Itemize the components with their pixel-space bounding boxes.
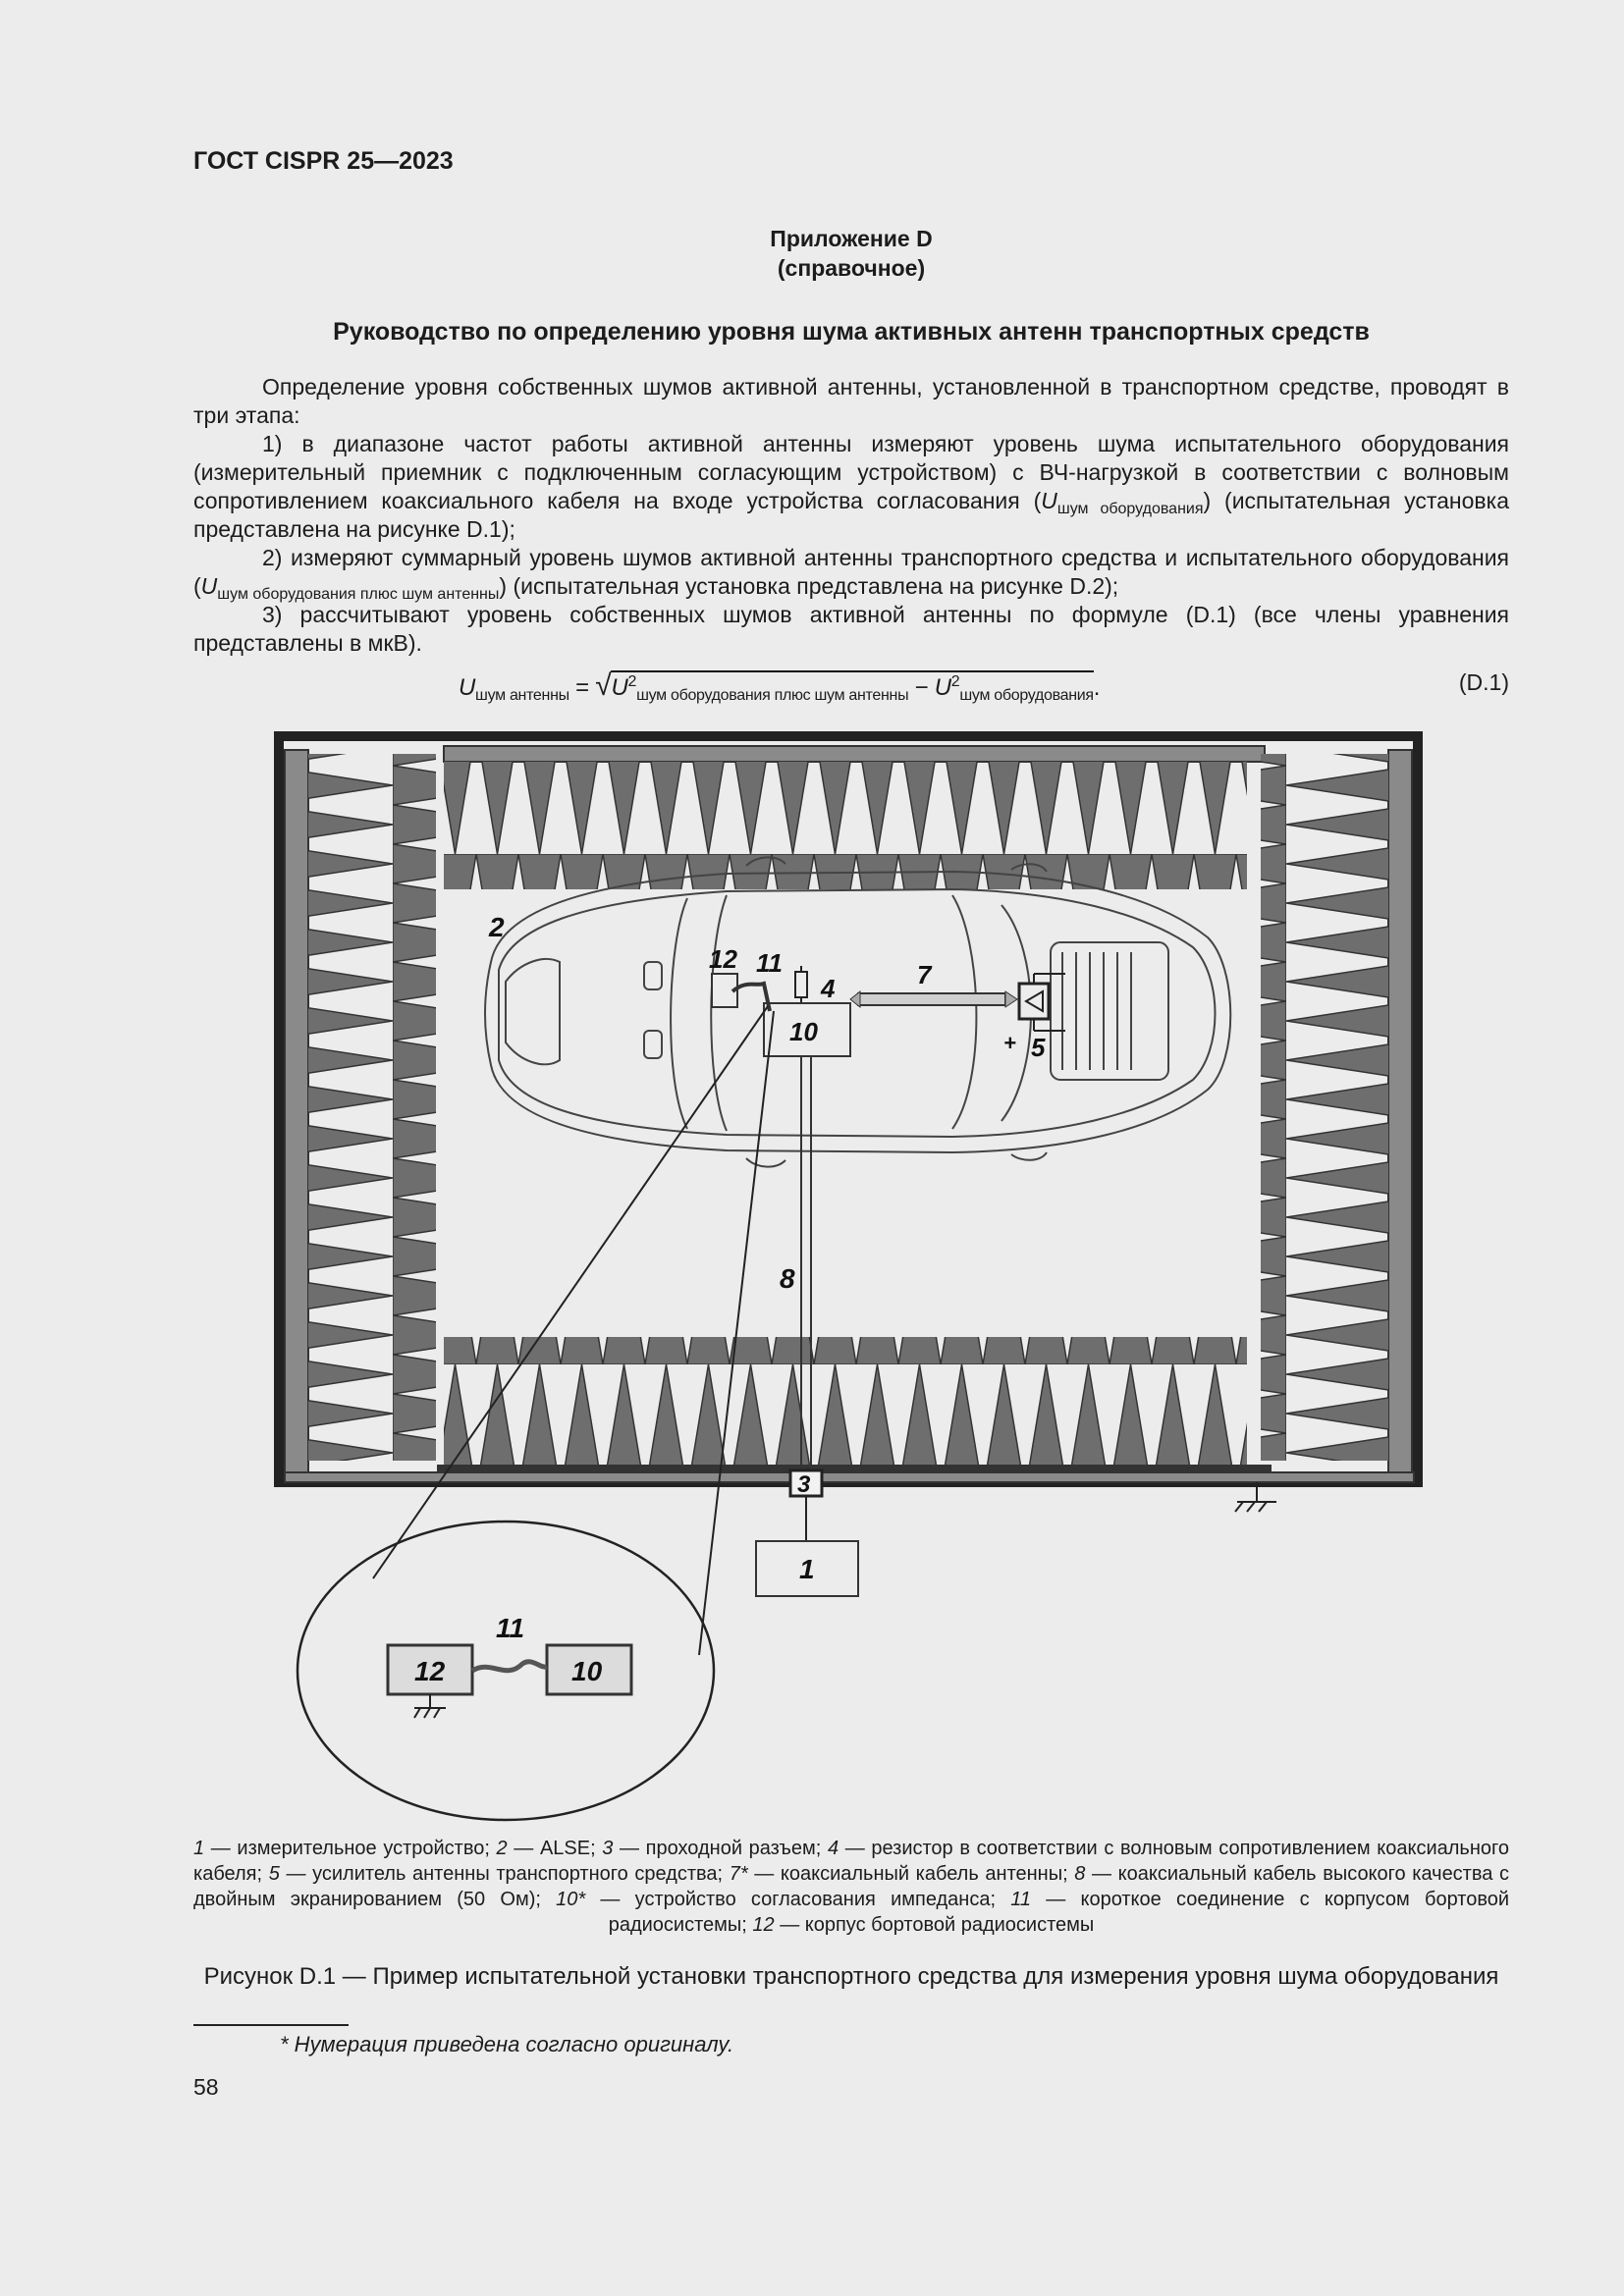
paragraph-step-2: 2) измеряют суммарный уровень шумов активной антенны транспортного средства и испытательного оборудования $(U_{шум оборудования плюс шум антенны})$ (испытательная установка представлена на рисунке D.2); (193, 545, 1509, 603)
footnote: * Нумерация приведена согласно оригиналу. (280, 2032, 734, 2056)
label-3: 3 (797, 1471, 811, 1498)
detail-label-12: 12 (414, 1656, 446, 1686)
paragraph-step-1: 1) в диапазоне частот работы активной антенны измеряют уровень шума испытательного оборудования (измерительный приемник с подключенным согласующим устройством) с ВЧ-нагрузкой в соответствии с волновым сопротивлением коаксиального кабеля на входе устройства согласования $(U_{шум оборудования})$ (испытательная установка представлена на рисунке D.1); (193, 431, 1510, 542)
formula-number: (D.1) (1458, 669, 1509, 695)
footnote-separator (193, 2024, 349, 2026)
document-code: ГОСТ CISPR 25—2023 (193, 147, 454, 175)
absorbers-right (1261, 754, 1388, 1461)
appendix-title: Приложение D (770, 226, 933, 251)
absorbers-left (308, 754, 436, 1461)
sqrt-symbol-icon: √ (595, 669, 612, 702)
figure-legend: 1 — измерительное устройство; 2 — ALSE; 3 — проходной разъем; 4 — резистор в соответствии с волновым сопротивлением коаксиального кабеля; 5 — усилитель антенны транспортного средства; 7* — коаксиальный кабель антенны; 8 — коаксиальный кабель высокого качества с двойным экранированием (50 Ом); 10* — устройство согласования импеданса; 11 — короткое соединение с корпусом бортовой радиосистемы; 12 — корпус бортовой радиосистемы (193, 1838, 1510, 1936)
absorbers-bottom (444, 1337, 1247, 1465)
figure-caption: Рисунок D.1 — Пример испытательной установки транспортного средства для измерения уровня шума оборудования (203, 1963, 1499, 1990)
label-5: 5 (1031, 1033, 1046, 1062)
label-plus: + (1003, 1031, 1016, 1055)
paragraph-step-3: 3) рассчитывают уровень собственных шумов активной антенны по формуле (D.1) (все члены уравнения представлены в мкВ). (193, 602, 1509, 656)
page-number: 58 (193, 2074, 219, 2100)
antenna-cable-7 (850, 991, 1017, 1007)
label-7: 7 (917, 960, 932, 989)
label-11: 11 (756, 948, 783, 978)
label-4: 4 (821, 974, 836, 1003)
ground-symbol-icon (414, 1694, 446, 1718)
detail-short-connection-11 (472, 1662, 547, 1671)
figure-d1-diagram (265, 726, 1443, 1826)
label-12: 12 (709, 944, 737, 974)
label-8: 8 (780, 1263, 795, 1294)
label-10: 10 (789, 1017, 818, 1046)
antenna-amplifier-5 (1019, 974, 1065, 1031)
paragraph-intro: Определение уровня собственных шумов активной антенны, установленной в транспортном средстве, проводят в три этапа: (193, 374, 1509, 428)
formula-expression: $U_{шум антенны} = √U^2_{шум оборудования плюс шум антенны} - U^2_{шум оборудования}$. (459, 669, 1101, 704)
label-1: 1 (799, 1554, 815, 1584)
vehicle-outline (485, 857, 1230, 1166)
body-text (193, 373, 1509, 658)
absorbers-top (444, 762, 1247, 889)
detail-label-10: 10 (571, 1656, 603, 1686)
resistor-4 (795, 972, 807, 997)
appendix-note: (справочное) (777, 255, 926, 281)
detail-label-11: 11 (496, 1613, 525, 1643)
label-2: 2 (489, 912, 505, 942)
appendix-heading: Руководство по определению уровня шума активных антенн транспортных средств (333, 318, 1370, 346)
formula-d1 (193, 662, 1509, 711)
